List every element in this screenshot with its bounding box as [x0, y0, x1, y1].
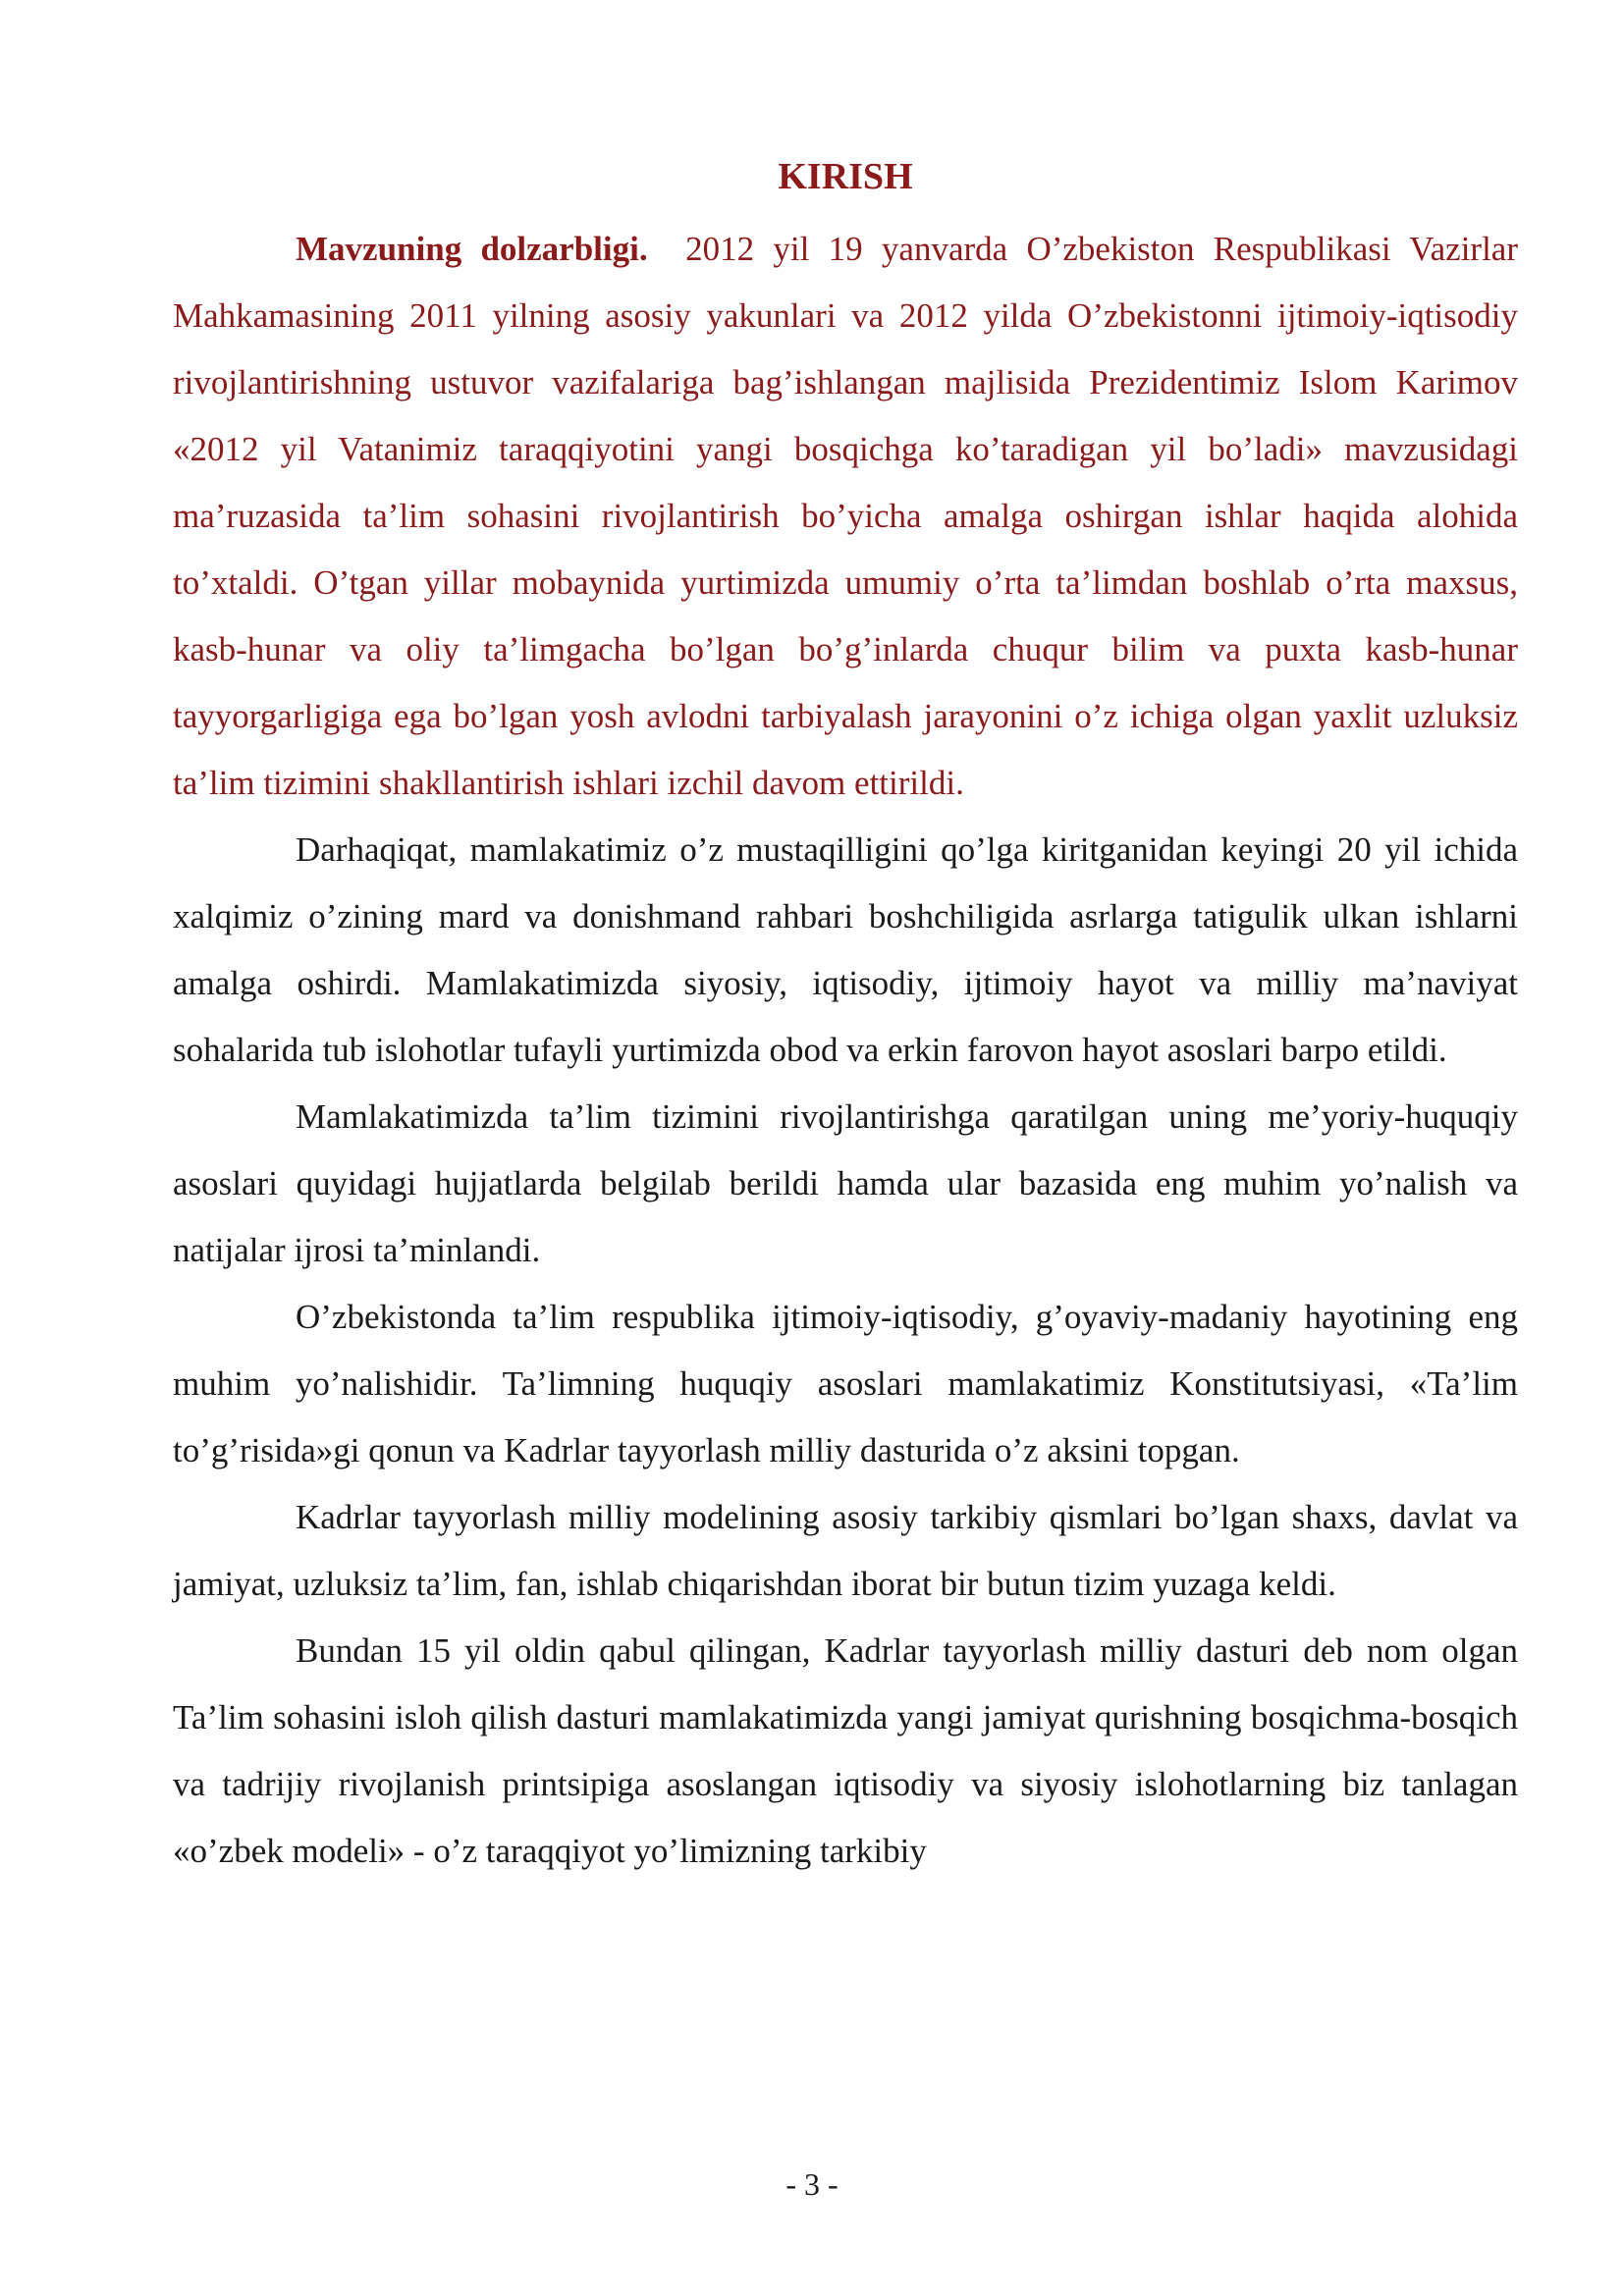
page-title: KIRISH	[778, 156, 913, 197]
paragraph-text: 2012 yil 19 yanvarda O’zbekiston Respublikasi Vazirlar Mahkamasining 2011 yilning asosiy yakunlari va 2012 yilda O’zbekistonni ijtimoiy-iqtisodiy rivojlantirishning ustuvor vazifalariga bag’ishlangan majlisida Prezidentimiz Islom Karimov «2012 yil Vatanimiz taraqqiyotini yangi bosqichga ko’taradigan yil bo’ladi» mavzusidagi ma’ruzasida ta’lim sohasini rivojlantirish bo’yicha amalga oshirgan ishlar haqida alohida to’xtaldi. O’tgan yillar mobaynida yurtimizda umumiy o’rta ta’limdan boshlab o’rta maxsus, kasb-hunar va oliy ta’limgacha bo’lgan bo’g’inlarda chuqur bilim va puxta kasb-hunar tayyorgarligiga ega bo’lgan yosh avlodni tarbiyalash jarayonini o’z ichiga olgan yaxlit uzluksiz ta’lim tizimini shakllantirish ishlari izchil davom ettirildi.	[173, 230, 1519, 802]
paragraph-relevance	[173, 216, 1518, 817]
document-page	[173, 147, 1518, 1885]
paragraph: Bundan 15 yil oldin qabul qilingan, Kadrlar tayyorlash milliy dasturi deb nom olgan Ta’lim sohasini isloh qilish dasturi mamlakatimizda yangi jamiyat qurishning bosqichma-bosqich va tadrijiy rivojlanish printsipiga asoslangan iqtisodiy va siyosiy islohotlarning biz tanlagan «o’zbek modeli» - o’z taraqqiyot yo’limizning tarkibiy	[173, 1631, 1518, 1870]
paragraph: Darhaqiqat, mamlakatimiz o’z mustaqilligini qo’lga kiritganidan keyingi 20 yil ichida xalqimiz o’zining mard va donishmand rahbari boshchiligida asrlarga tatigulik ulkan ishlarni amalga oshirdi. Mamlakatimizda siyosiy, iqtisodiy, ijtimoiy hayot va milliy ma’naviyat sohalarida tub islohotlar tufayli yurtimizda obod va erkin farovon hayot asoslari barpo etildi.	[173, 830, 1518, 1069]
paragraph: O’zbekistonda ta’lim respublika ijtimoiy-iqtisodiy, g’oyaviy-madaniy hayotining eng muhim yo’nalishidir. Ta’limning huquqiy asoslari mamlakatimiz Konstitutsiyasi, «Ta’lim to’g’risida»gi qonun va Kadrlar tayyorlash milliy dasturida o’z aksini topgan.	[173, 1298, 1518, 1469]
paragraph: Mamlakatimizda ta’lim tizimini rivojlantirishga qaratilgan uning me’yoriy-huquqiy asoslari quyidagi hujjatlarda belgilab berildi hamda ular bazasida eng muhim yo’nalish va natijalar ijrosi ta’minlandi.	[173, 1097, 1518, 1269]
paragraph-lead: Mavzuning dolzarbligi.	[296, 230, 648, 268]
page-number: - 3 -	[785, 2166, 839, 2202]
paragraph: Kadrlar tayyorlash milliy modelining asosiy tarkibiy qismlari bo’lgan shaxs, davlat va jamiyat, uzluksiz ta’lim, fan, ishlab chiqarishdan iborat bir butun tizim yuzaga keldi.	[173, 1498, 1518, 1603]
